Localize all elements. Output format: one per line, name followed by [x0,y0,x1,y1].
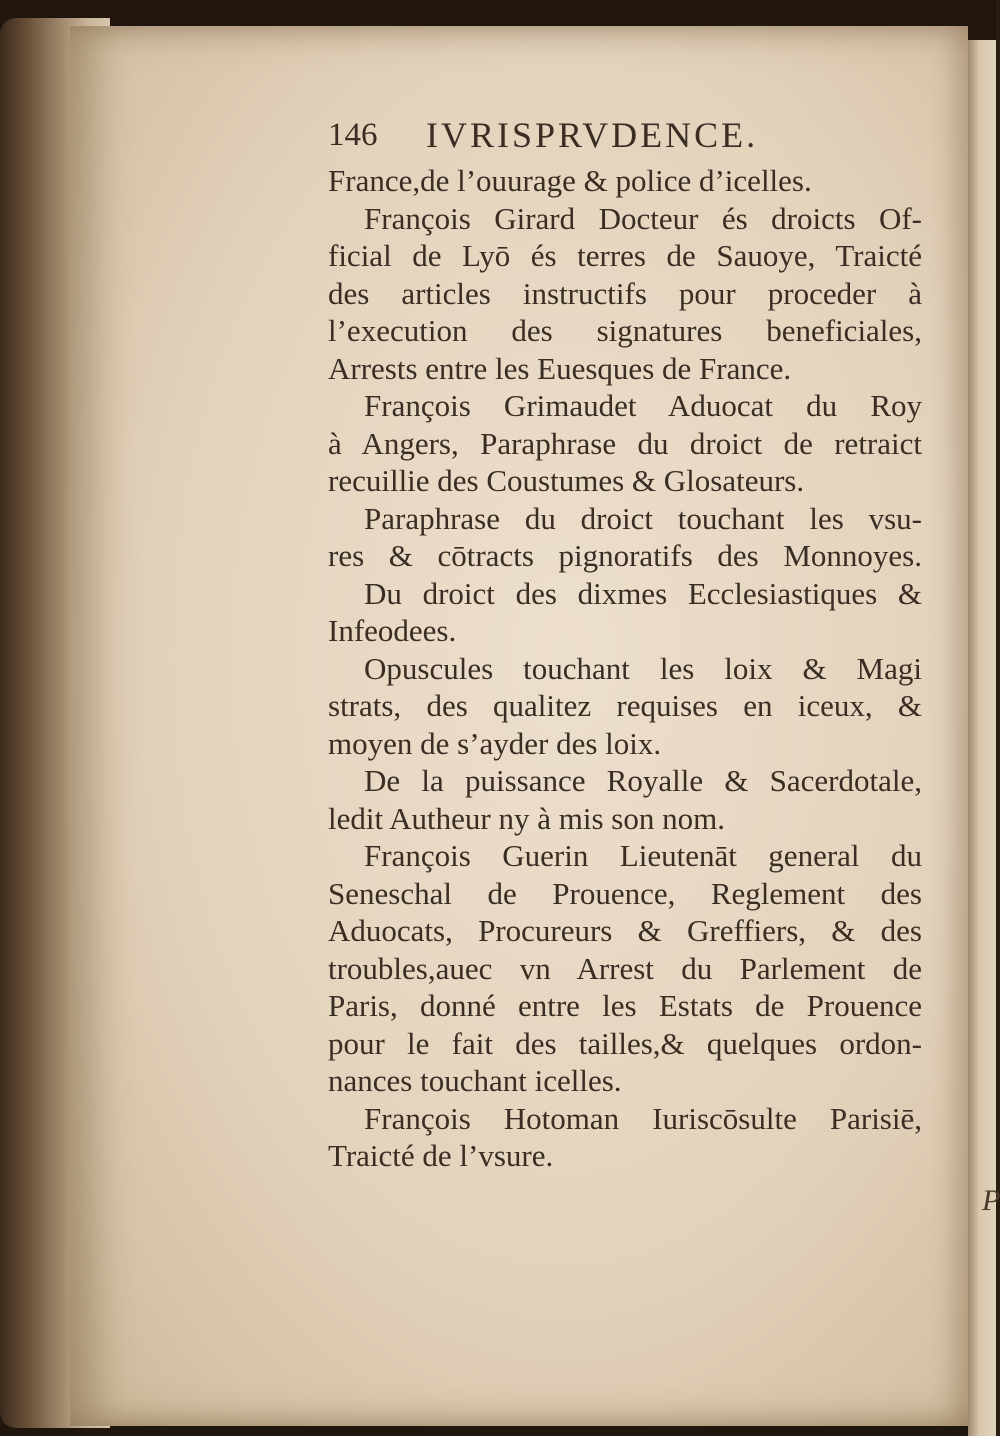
text-line: François Grimaudet Aduocat du Roy [364,388,922,423]
text-line: ficial de Lyō és terres de Sauoye, Traicté [328,238,922,273]
page-number: 146 [328,117,378,153]
text-line: François Guerin Lieutenāt general du [364,838,922,873]
text-line: troubles,auec vn Arrest du Parlement de [328,950,922,986]
text-line: François Girard Docteur és droicts Of- [364,200,922,236]
text-line: De la puissance Royalle & Sacerdotale, [364,763,922,798]
text-line: à Angers, Paraphrase du droict de retraict [328,425,922,461]
text-line: des articles instructifs pour proceder à [328,275,922,311]
text-line: Traicté de l’vsure. [328,1138,554,1173]
text-line: l’execution des signatures beneficiales, [328,313,922,348]
text-line: François Hotoman Iuriscōsulte Parisiē, [364,1100,922,1136]
text-line: strats, des qualitez requises en iceux, & [328,688,922,723]
text-line: ledit Autheur ny à mis son nom. [328,800,725,836]
text-line: pour le fait des tailles,& quelques ordon- [328,1025,922,1061]
text-line: Seneschal de Prouence, Reglement des [328,875,922,911]
facing-page-edge [968,40,996,1436]
page-header [328,108,922,162]
text-line: Paraphrase du droict touchant les vsu- [364,500,922,536]
text-line: moyen de s’ayder des loix. [328,725,662,761]
text-line: Arrests entre les Euesques de France. [328,350,792,386]
page-text-block [328,108,922,1175]
text-line: nances touchant icelles. [328,1063,622,1098]
running-title: IVRISPRVDENCE. [426,115,759,155]
text-line: Paris, donné entre les Estats de Prouence [328,988,922,1023]
facing-page-letter: P [982,1184,1000,1217]
text-line: recuillie des Coustumes & Glosateurs. [328,463,805,498]
text-line: Aduocats, Procureurs & Greffiers, & des [328,913,922,948]
text-line: France,de l’ouurage & police d’icelles. [328,163,812,198]
text-line: res & cōtracts pignoratifs des Monnoyes. [328,538,922,573]
text-line: Infeodees. [328,613,457,648]
text-line: Opuscules touchant les loix & Magi [364,650,922,686]
text-line: Du droict des dixmes Ecclesiastiques & [364,575,922,611]
